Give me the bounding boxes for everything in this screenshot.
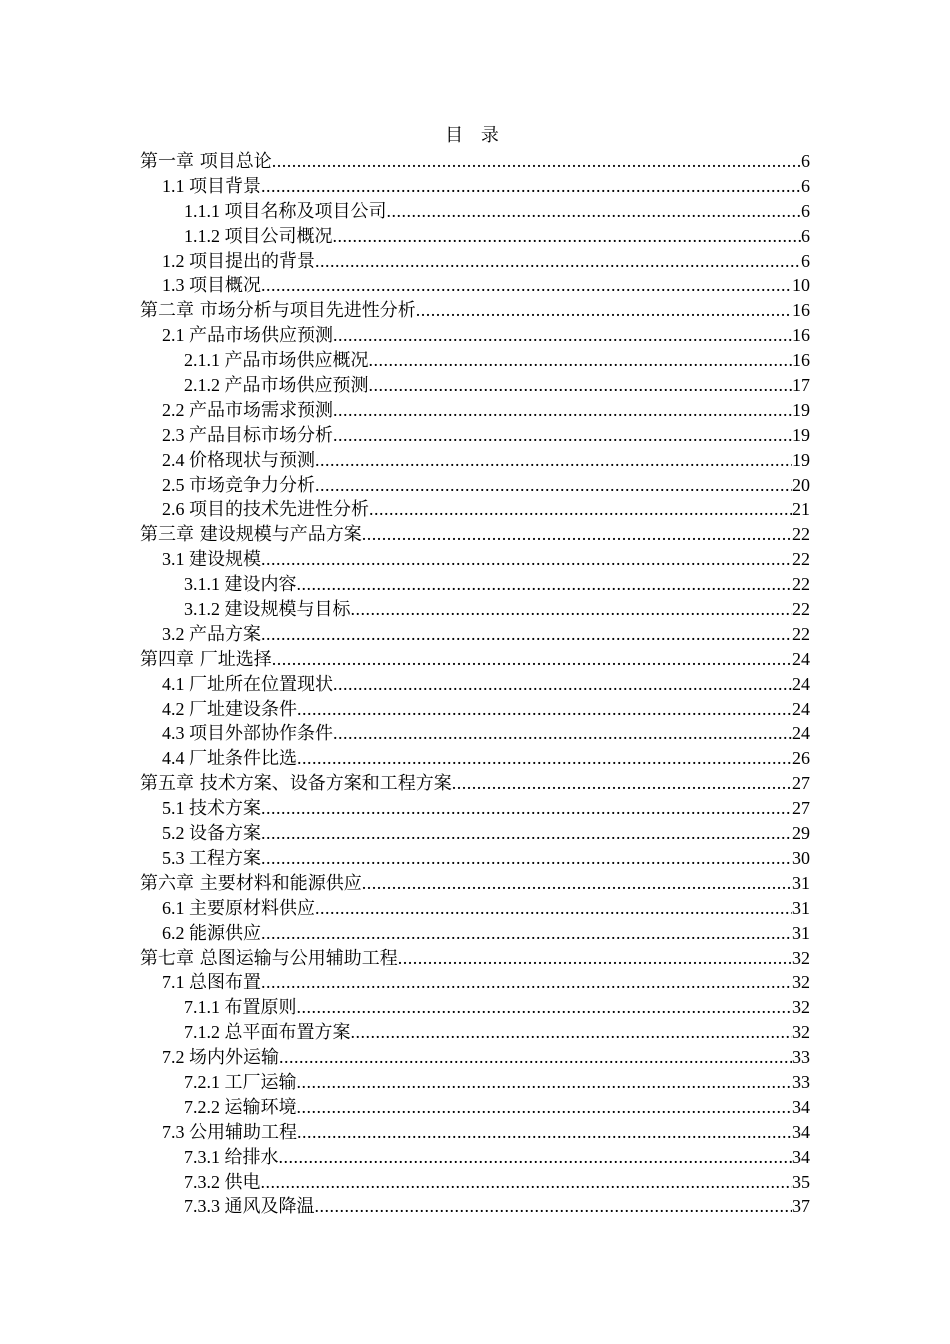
toc-page-number: 33 — [792, 1047, 810, 1068]
toc-page-number: 32 — [792, 1022, 810, 1043]
toc-page-number: 22 — [792, 599, 810, 620]
toc-entry[interactable] — [140, 298, 810, 323]
toc-page-number: 32 — [792, 972, 810, 993]
toc-entry-text: 2.3 产品目标市场分析 — [162, 424, 333, 445]
toc-entry[interactable] — [140, 796, 810, 821]
toc-page-number: 27 — [792, 798, 810, 819]
toc-entry[interactable] — [140, 1070, 810, 1095]
toc-entry-text: 第一章 项目总论 — [140, 151, 272, 172]
toc-leader-dots — [261, 547, 792, 572]
toc-entry-text: 7.1 总图布置 — [162, 972, 261, 993]
toc-entry-text: 2.1.2 产品市场供应预测 — [184, 375, 369, 396]
toc-leader-dots — [369, 373, 793, 398]
toc-page-number: 21 — [792, 499, 810, 520]
toc-leader-dots — [279, 1145, 793, 1170]
toc-entry-text: 第二章 市场分析与项目先进性分析 — [140, 300, 416, 322]
toc-page-number: 34 — [792, 1096, 810, 1117]
toc-entry[interactable] — [140, 199, 810, 224]
toc-leader-dots — [297, 697, 792, 722]
toc-entry[interactable] — [140, 572, 810, 597]
toc-entry-text: 7.2 场内外运输 — [162, 1047, 279, 1068]
toc-leader-dots — [333, 721, 792, 746]
toc-entry[interactable] — [140, 547, 810, 572]
toc-page-number: 24 — [792, 648, 810, 669]
toc-leader-dots — [362, 871, 792, 896]
toc-entry[interactable] — [140, 224, 810, 249]
toc-entry-text: 3.1 建设规模 — [162, 549, 261, 570]
toc-entry[interactable] — [140, 647, 810, 672]
table-of-contents — [140, 149, 810, 1219]
toc-entry-text: 6.1 主要原材料供应 — [162, 897, 315, 918]
toc-leader-dots — [315, 1194, 793, 1219]
toc-entry-text: 2.2 产品市场需求预测 — [162, 399, 333, 420]
toc-page-number: 30 — [792, 847, 810, 868]
toc-entry[interactable] — [140, 771, 810, 796]
toc-entry[interactable] — [140, 423, 810, 448]
toc-page-number: 10 — [792, 275, 810, 296]
toc-leader-dots — [261, 921, 792, 946]
toc-page-number: 6 — [801, 225, 810, 246]
toc-page-number: 26 — [792, 748, 810, 769]
toc-leader-dots — [261, 622, 792, 647]
toc-page-number: 6 — [801, 151, 810, 171]
toc-entry[interactable] — [140, 348, 810, 373]
toc-page-number: 22 — [792, 524, 810, 545]
toc-leader-dots — [272, 149, 801, 174]
toc-entry-text: 1.3 项目概况 — [162, 275, 261, 296]
toc-entry[interactable] — [140, 1170, 810, 1195]
toc-entry[interactable] — [140, 1045, 810, 1070]
toc-entry[interactable] — [140, 473, 810, 498]
toc-entry-text: 第六章 主要材料和能源供应 — [140, 872, 362, 894]
toc-entry[interactable] — [140, 522, 810, 547]
toc-entry-text: 7.2.2 运输环境 — [184, 1096, 297, 1117]
toc-entry-text: 7.1.2 总平面布置方案 — [184, 1022, 351, 1043]
toc-page-number: 16 — [792, 325, 810, 346]
toc-entry[interactable] — [140, 1194, 810, 1219]
toc-entry[interactable] — [140, 721, 810, 746]
toc-title: 目 录 — [445, 125, 505, 146]
toc-leader-dots — [351, 597, 793, 622]
toc-entry[interactable] — [140, 448, 810, 473]
toc-entry[interactable] — [140, 622, 810, 647]
toc-entry[interactable] — [140, 672, 810, 697]
toc-leader-dots — [333, 672, 792, 697]
toc-entry[interactable] — [140, 497, 810, 522]
toc-entry[interactable] — [140, 697, 810, 722]
toc-page-number: 33 — [792, 1071, 810, 1092]
toc-entry[interactable] — [140, 846, 810, 871]
toc-page-number: 17 — [792, 375, 810, 396]
toc-entry-text: 7.3.1 给排水 — [184, 1146, 279, 1167]
toc-leader-dots — [416, 298, 792, 323]
toc-entry[interactable] — [140, 149, 810, 174]
toc-leader-dots — [297, 1095, 793, 1120]
toc-entry-text: 第三章 建设规模与产品方案 — [140, 524, 362, 546]
toc-leader-dots — [297, 572, 793, 597]
toc-leader-dots — [333, 423, 792, 448]
toc-entry[interactable] — [140, 174, 810, 199]
toc-page-number: 32 — [792, 947, 810, 968]
toc-leader-dots — [261, 273, 792, 298]
toc-page-number: 34 — [792, 1146, 810, 1167]
toc-entry[interactable] — [140, 921, 810, 946]
toc-page-number: 22 — [792, 574, 810, 595]
toc-entry-text: 2.4 价格现状与预测 — [162, 449, 315, 470]
toc-leader-dots — [261, 821, 792, 846]
toc-page-number: 6 — [801, 175, 810, 196]
toc-entry-text: 1.2 项目提出的背景 — [162, 250, 315, 271]
toc-entry-text: 3.1.1 建设内容 — [184, 574, 297, 595]
toc-page-number: 32 — [792, 997, 810, 1018]
toc-entry-text: 第七章 总图运输与公用辅助工程 — [140, 947, 398, 969]
toc-leader-dots — [279, 1045, 792, 1070]
toc-entry[interactable] — [140, 249, 810, 274]
toc-leader-dots — [333, 224, 802, 249]
toc-entry-text: 7.3.3 通风及降温 — [184, 1196, 315, 1217]
toc-entry[interactable] — [140, 995, 810, 1020]
toc-leader-dots — [315, 473, 792, 498]
toc-entry[interactable] — [140, 746, 810, 771]
toc-entry[interactable] — [140, 1020, 810, 1045]
toc-leader-dots — [369, 497, 792, 522]
toc-entry-text: 4.4 厂址条件比选 — [162, 748, 297, 769]
toc-entry-text: 7.1.1 布置原则 — [184, 997, 297, 1018]
toc-entry-text: 2.6 项目的技术先进性分析 — [162, 499, 369, 520]
toc-leader-dots — [351, 1020, 793, 1045]
toc-page-number: 19 — [792, 424, 810, 445]
toc-entry-text: 1.1.1 项目名称及项目公司 — [184, 200, 387, 221]
toc-page-number: 20 — [792, 474, 810, 495]
toc-leader-dots — [452, 771, 792, 796]
toc-leader-dots — [297, 1120, 792, 1145]
toc-entry-text: 4.3 项目外部协作条件 — [162, 723, 333, 744]
toc-leader-dots — [333, 323, 792, 348]
toc-entry[interactable] — [140, 970, 810, 995]
toc-entry-text: 4.1 厂址所在位置现状 — [162, 673, 333, 694]
toc-page-number: 24 — [792, 698, 810, 719]
toc-entry-text: 4.2 厂址建设条件 — [162, 698, 297, 719]
toc-leader-dots — [315, 896, 792, 921]
toc-entry-text: 2.1 产品市场供应预测 — [162, 325, 333, 346]
toc-leader-dots — [315, 249, 801, 274]
toc-entry[interactable] — [140, 946, 810, 971]
toc-leader-dots — [297, 746, 792, 771]
toc-page-number: 31 — [792, 922, 810, 943]
toc-page-number: 16 — [792, 300, 810, 321]
toc-entry-text: 6.2 能源供应 — [162, 922, 261, 943]
toc-entry[interactable] — [140, 896, 810, 921]
toc-page-number: 22 — [792, 623, 810, 644]
toc-leader-dots — [261, 174, 801, 199]
toc-page-number: 31 — [792, 897, 810, 918]
toc-page-number: 31 — [792, 872, 810, 893]
toc-leader-dots — [272, 647, 792, 672]
toc-entry-text: 第五章 技术方案、设备方案和工程方案 — [140, 773, 452, 795]
toc-entry[interactable] — [140, 871, 810, 896]
toc-page-number: 37 — [792, 1196, 810, 1217]
toc-leader-dots — [315, 448, 792, 473]
toc-leader-dots — [261, 970, 792, 995]
toc-entry[interactable] — [140, 1145, 810, 1170]
toc-entry-text: 3.2 产品方案 — [162, 623, 261, 644]
toc-leader-dots — [362, 522, 792, 547]
toc-leader-dots — [261, 796, 792, 821]
toc-page-number: 6 — [801, 250, 810, 271]
toc-page-number: 27 — [792, 773, 810, 794]
toc-page-number: 29 — [792, 823, 810, 844]
toc-entry[interactable] — [140, 1095, 810, 1120]
toc-page-number: 19 — [792, 449, 810, 470]
toc-entry-text: 7.2.1 工厂运输 — [184, 1071, 297, 1092]
toc-entry-text: 5.2 设备方案 — [162, 823, 261, 844]
toc-page-number: 22 — [792, 549, 810, 570]
toc-entry[interactable] — [140, 373, 810, 398]
toc-entry[interactable] — [140, 273, 810, 298]
toc-entry-text: 第四章 厂址选择 — [140, 648, 272, 670]
toc-entry-text: 1.1.2 项目公司概况 — [184, 225, 333, 246]
toc-leader-dots — [261, 1170, 793, 1195]
toc-entry-text: 7.3.2 供电 — [184, 1171, 261, 1192]
toc-leader-dots — [297, 995, 793, 1020]
toc-leader-dots — [398, 946, 792, 971]
toc-page-number: 6 — [801, 200, 810, 221]
toc-entry-text: 2.1.1 产品市场供应概况 — [184, 350, 369, 371]
toc-entry[interactable] — [140, 597, 810, 622]
toc-leader-dots — [261, 846, 792, 871]
toc-entry[interactable] — [140, 821, 810, 846]
toc-page-number: 24 — [792, 723, 810, 744]
toc-leader-dots — [387, 199, 802, 224]
toc-leader-dots — [369, 348, 793, 373]
toc-page-number: 34 — [792, 1121, 810, 1142]
toc-entry-text: 7.3 公用辅助工程 — [162, 1121, 297, 1142]
toc-entry[interactable] — [140, 398, 810, 423]
toc-entry-text: 5.3 工程方案 — [162, 847, 261, 868]
toc-entry-text: 1.1 项目背景 — [162, 175, 261, 196]
toc-page-number: 16 — [792, 350, 810, 371]
toc-entry-text: 2.5 市场竞争力分析 — [162, 474, 315, 495]
toc-entry-text: 3.1.2 建设规模与目标 — [184, 599, 351, 620]
toc-leader-dots — [297, 1070, 793, 1095]
toc-entry-text: 5.1 技术方案 — [162, 798, 261, 819]
toc-page-number: 24 — [792, 673, 810, 694]
toc-leader-dots — [333, 398, 792, 423]
toc-entry[interactable] — [140, 1120, 810, 1145]
toc-page-number: 19 — [792, 399, 810, 420]
toc-page-number: 35 — [792, 1171, 810, 1192]
toc-entry[interactable] — [140, 323, 810, 348]
